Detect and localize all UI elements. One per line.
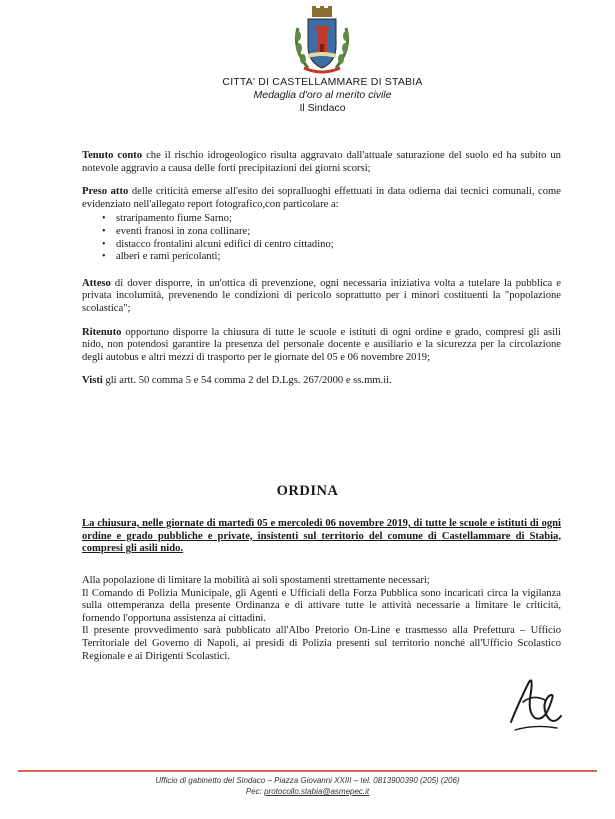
paragraph-text: opportuno disporre la chiusura di tutte le scuole e istituti di ogni ordine e grado, compresi gli asili nido, non potendosi garantire la presenza del personale docente e ausiliario e la sicurezza per la circolazione degli autobus e altri mezzi di trasporto per le giornate del 05 e 06 novembre 2019; [82, 326, 561, 363]
paragraph-tenuto-conto [82, 150, 561, 175]
paragraph-visti [82, 375, 561, 388]
criticality-list [82, 213, 561, 263]
footer [0, 775, 615, 797]
order-heading: ORDINA [276, 483, 339, 499]
letterhead [150, 76, 495, 115]
provision-paragraph: Il presente provvedimento sarà pubblicato all'Albo Pretorio On-Line e trasmesso alla Prefettura – Ufficio Territoriale del Governo di Napoli, ai presidi di Polizia presenti sul territorio nonché all'Ufficio Scolastico Regionale e ai Dirigenti Scolastici. [82, 625, 561, 662]
pec-email-link[interactable]: protocollo.stabia@asmepec.it [264, 787, 370, 796]
city-name: CITTA' DI CASTELLAMMARE DI STABIA [222, 76, 423, 88]
office-title: Il Sindaco [299, 102, 346, 114]
footer-address: Ufficio di gabinetto del Sindaco – Piazza Giovanni XXIII – tel. 0813900390 (205) (206) [155, 776, 460, 785]
preamble [82, 150, 561, 399]
list-item: • distacco frontalini alcuni edifici di centro cittadino; [108, 239, 561, 252]
order-statement: La chiusura, nelle giornate di martedì 05 e mercoledì 06 novembre 2019, di tutte le scuole e istituti di ogni ordine e grado pubbliche e private, insistenti sul territorio del comune di Castellammare di Stabia, compresi gli asili nido. [82, 518, 561, 555]
city-coat-of-arms-icon [288, 6, 356, 76]
provision-paragraph: Il Comando di Polizia Municipale, gli Agenti e Ufficiali della Forza Pubblica sono incaricati circa la vigilanza sulla ottemperanza della presente Ordinanza e di attivare tutte le attività necessarie a limitare le criticità, fornendo l'opportuna assistenza ai cittadini. [82, 587, 561, 624]
paragraph-text: che il rischio idrogeologico risulta aggravato dall'attuale saturazione del suolo ed ha subito un notevole aggravio a causa delle forti precipitazioni dei giorni scorsi; [82, 150, 561, 174]
paragraph-text: di dover disporre, in un'ottica di prevenzione, ogni necessaria iniziativa volta a tutelare la pubblica e privata incolumità, prevenendo le condizioni di pericolo soprattutto per i minori costituenti la "popolazione scolastica"; [82, 277, 561, 314]
paragraph-atteso [82, 278, 561, 316]
paragraph-text: delle criticità emerse all'esito dei sopralluoghi effettuati in data odierna dai tecnici comunali, come evidenziato nell'allegato report fotografico,con particolare a: [82, 186, 561, 210]
list-item: • alberi e rami pericolanti; [108, 251, 561, 264]
footer-rule [18, 770, 597, 772]
pec-label: Pec: [245, 787, 265, 796]
paragraph-preso-atto [82, 186, 561, 211]
paragraph-lead: Preso atto [82, 186, 129, 198]
paragraph-lead: Atteso [82, 277, 111, 289]
provision-paragraph: Alla popolazione di limitare la mobilità ai soli spostamenti strettamente necessari; [82, 575, 430, 586]
paragraph-lead: Tenuto conto [82, 150, 143, 161]
provisions [82, 575, 561, 663]
list-item: • eventi franosi in zona collinare; [108, 226, 561, 239]
paragraph-lead: Ritenuto [82, 326, 122, 338]
handwritten-signature-icon [505, 672, 565, 734]
medal-subtitle: Medaglia d'oro al merito civile [253, 89, 392, 101]
paragraph-lead: Visti [82, 375, 103, 387]
list-item: • straripamento fiume Sarno; [108, 213, 561, 226]
paragraph-text: gli artt. 50 comma 5 e 54 comma 2 del D.Lgs. 267/2000 e ss.mm.ii. [102, 375, 392, 387]
footer-pec [0, 786, 615, 797]
paragraph-ritenuto [82, 327, 561, 365]
